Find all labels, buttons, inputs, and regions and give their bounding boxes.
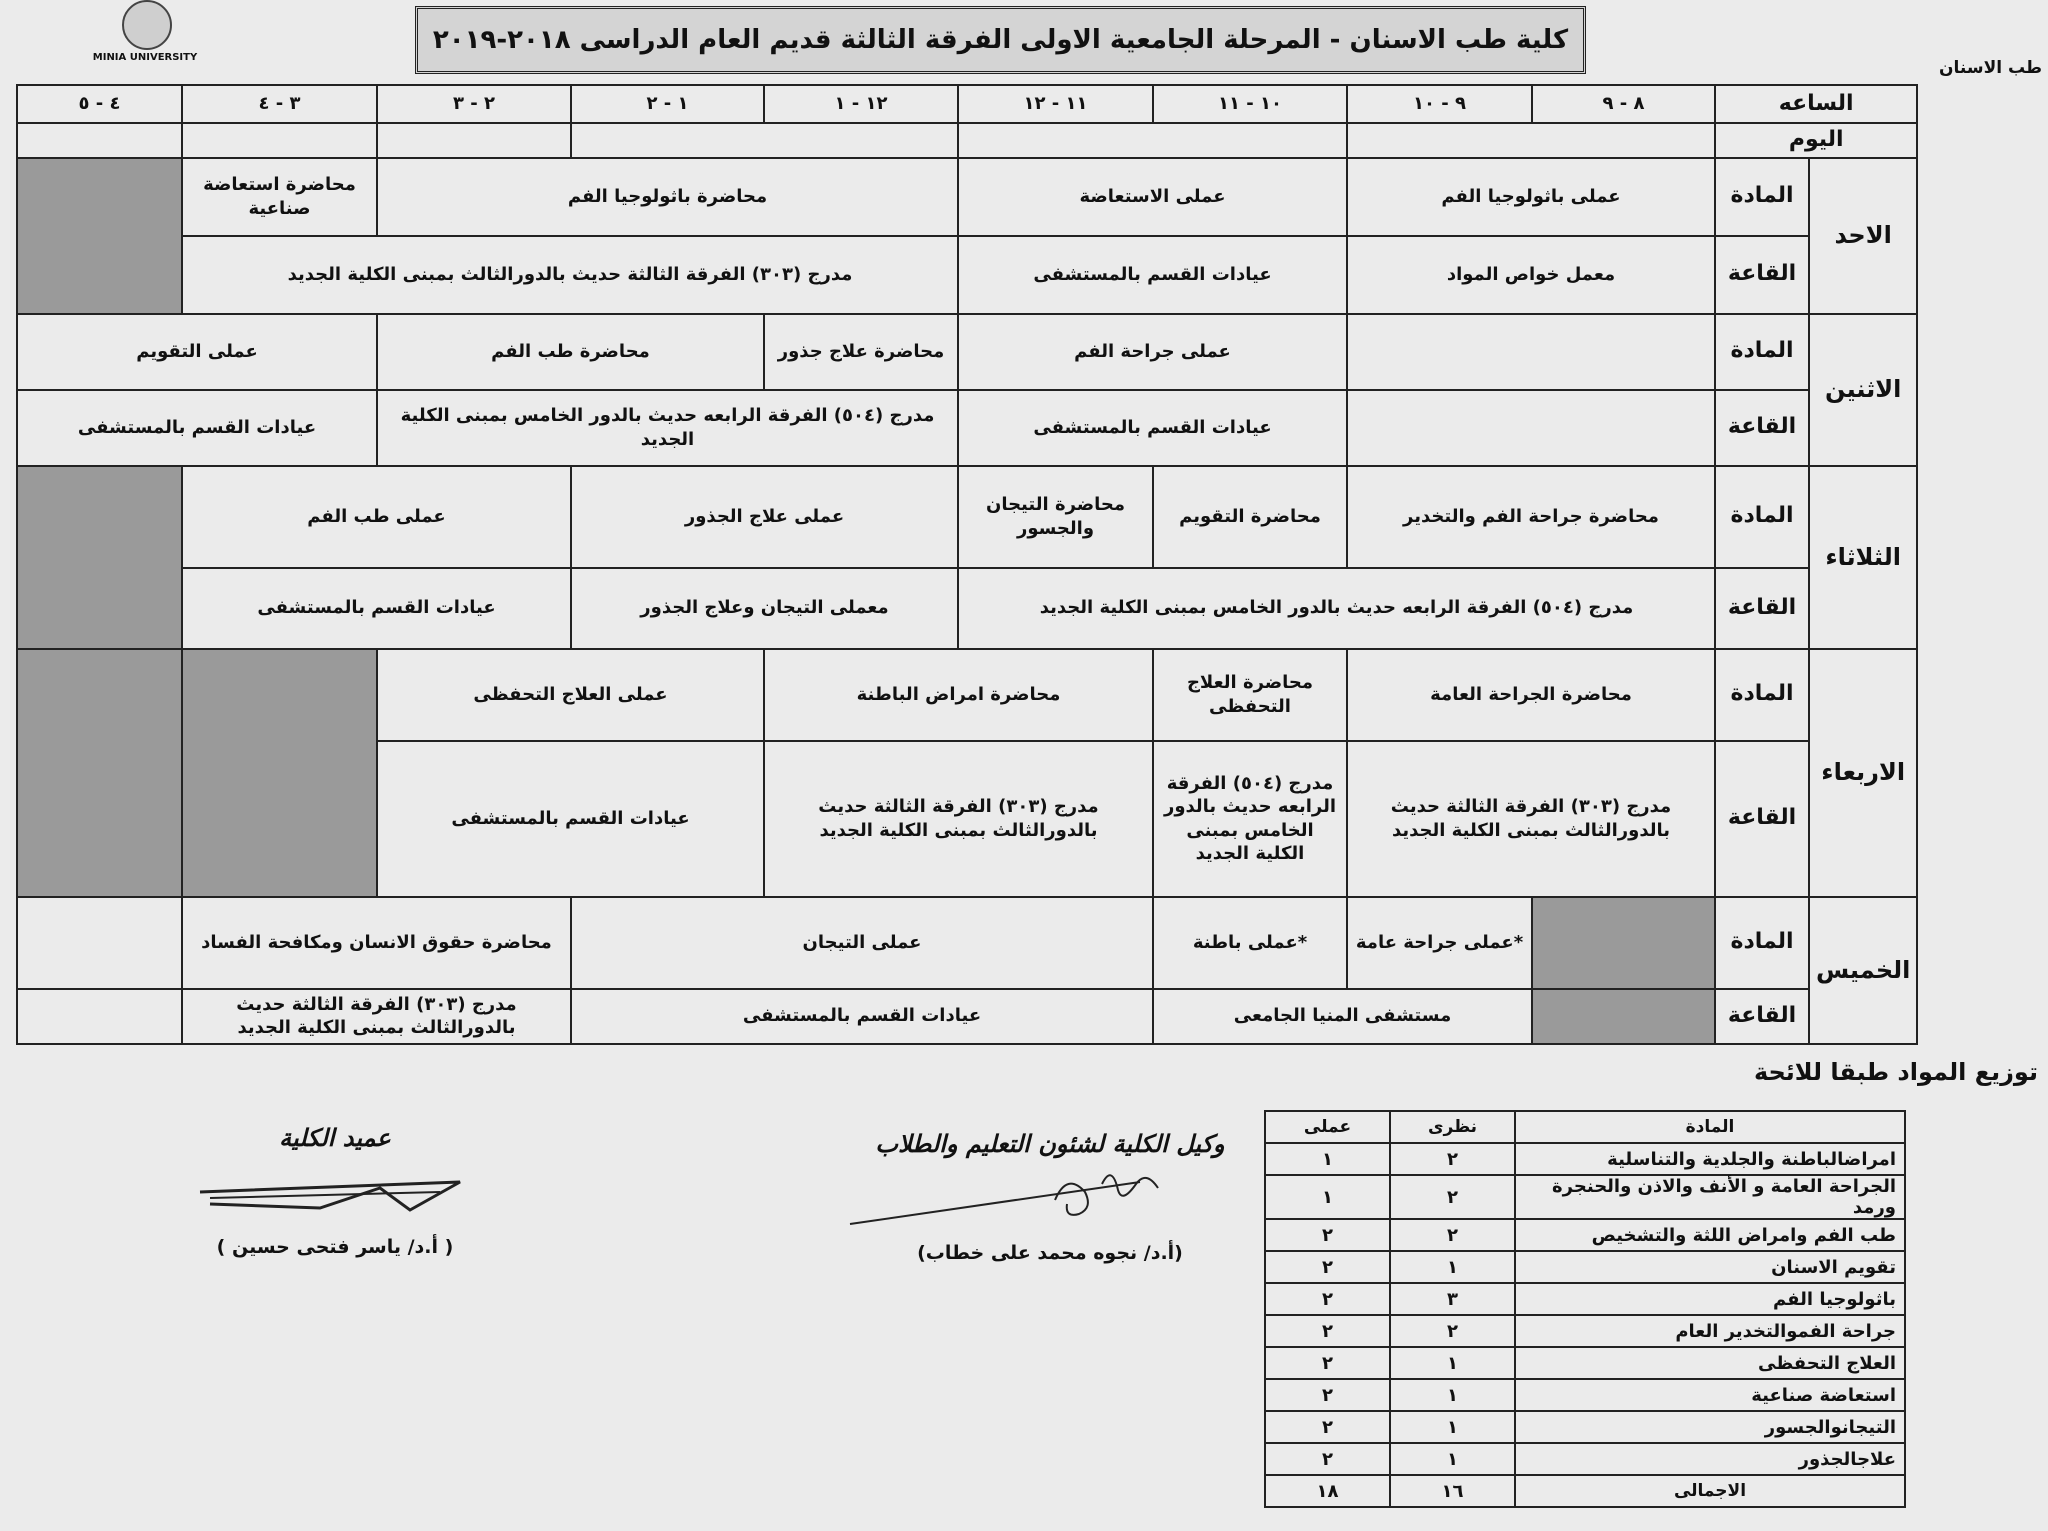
subject-label: المادة — [1715, 314, 1809, 390]
time-slot: ٩ - ١٠ — [1347, 85, 1532, 123]
schedule-cell-empty — [182, 649, 377, 897]
header-row — [17, 85, 1917, 123]
schedule-cell — [958, 123, 1347, 158]
table-row — [1265, 1411, 1905, 1443]
theory-cell: ١ — [1390, 1443, 1515, 1475]
table-row — [1265, 1175, 1905, 1219]
practical-cell: ١ — [1265, 1143, 1390, 1175]
theory-cell: ١ — [1390, 1347, 1515, 1379]
subject-cell: تقويم الاسنان — [1515, 1251, 1905, 1283]
schedule-cell: عملى العلاج التحفظى — [377, 649, 764, 741]
subject-cell: جراحة الفموالتخدير العام — [1515, 1315, 1905, 1347]
subject-cell: الجراحة العامة و الأنف والاذن والحنجرة ورمد — [1515, 1175, 1905, 1219]
subject-label: المادة — [1715, 466, 1809, 568]
schedule-cell: عملى التيجان — [571, 897, 1153, 989]
distribution-title: توزيع المواد طبقا للائحة — [1753, 1058, 2038, 1086]
theory-cell: ٣ — [1390, 1283, 1515, 1315]
schedule-cell: عيادات القسم بالمستشفى — [571, 989, 1153, 1044]
room-label: القاعة — [1715, 390, 1809, 466]
practical-header: عملى — [1265, 1111, 1390, 1143]
schedule-cell-empty — [1532, 897, 1715, 989]
schedule-cell — [1347, 390, 1715, 466]
schedule-cell: عيادات القسم بالمستشفى — [958, 390, 1347, 466]
page-title — [415, 6, 1586, 74]
university-seal-icon — [122, 0, 172, 50]
day-sunday: الاحد — [1809, 158, 1917, 314]
table-row — [1265, 1219, 1905, 1251]
practical-cell: ٢ — [1265, 1411, 1390, 1443]
room-label: القاعة — [1715, 568, 1809, 649]
schedule-cell-empty — [17, 649, 182, 897]
subject-cell: التيجانوالجسور — [1515, 1411, 1905, 1443]
day-thursday: الخميس — [1809, 897, 1917, 1044]
sunday-room-row — [17, 236, 1917, 314]
subject-cell: استعاضة صناعية — [1515, 1379, 1905, 1411]
dean-signature-icon — [170, 1152, 500, 1232]
dean-name: ( أ.د/ ياسر فتحى حسين ) — [216, 1236, 454, 1258]
time-slot: ١٢ - ١ — [764, 85, 958, 123]
time-slot: ٢ - ٣ — [377, 85, 571, 123]
total-practical: ١٨ — [1265, 1475, 1390, 1507]
room-label: القاعة — [1715, 989, 1809, 1044]
time-slot: ١ - ٢ — [571, 85, 764, 123]
theory-cell: ١ — [1390, 1379, 1515, 1411]
vice-dean-signature-block — [840, 1130, 1260, 1264]
schedule-cell: محاضرة جراحة الفم والتخدير — [1347, 466, 1715, 568]
practical-cell: ٢ — [1265, 1443, 1390, 1475]
schedule-cell: عملى علاج الجذور — [571, 466, 958, 568]
subject-cell: طب الفم وامراض اللثة والتشخيص — [1515, 1219, 1905, 1251]
day-label: اليوم — [1715, 123, 1917, 158]
schedule-cell: عملى جراحة الفم — [958, 314, 1347, 390]
wednesday-subject-row — [17, 649, 1917, 741]
table-row — [1265, 1251, 1905, 1283]
practical-cell: ١ — [1265, 1175, 1390, 1219]
schedule-cell: محاضرة حقوق الانسان ومكافحة الفساد — [182, 897, 571, 989]
schedule-cell: مدرج (٣٠٣) الفرقة الثالثة حديث بالدورالثالث بمبنى الكلية الجديد — [764, 741, 1153, 897]
theory-cell: ٢ — [1390, 1175, 1515, 1219]
table-row — [1265, 1347, 1905, 1379]
schedule-cell: مدرج (٥٠٤) الفرقة الرابعه حديث بالدور الخامس بمبنى الكلية الجديد — [1153, 741, 1347, 897]
thursday-subject-row — [17, 897, 1917, 989]
practical-cell: ٢ — [1265, 1347, 1390, 1379]
schedule-table — [16, 84, 1918, 1045]
theory-cell: ٢ — [1390, 1315, 1515, 1347]
theory-cell: ٢ — [1390, 1219, 1515, 1251]
schedule-cell: *عملى باطنة — [1153, 897, 1347, 989]
day-monday: الاثنين — [1809, 314, 1917, 466]
schedule-cell-empty — [17, 466, 182, 649]
practical-cell: ٢ — [1265, 1283, 1390, 1315]
schedule-cell: محاضرة طب الفم — [377, 314, 764, 390]
room-label: القاعة — [1715, 741, 1809, 897]
schedule-cell: معملى التيجان وعلاج الجذور — [571, 568, 958, 649]
schedule-cell: عملى طب الفم — [182, 466, 571, 568]
monday-room-row — [17, 390, 1917, 466]
schedule-cell: مدرج (٣٠٣) الفرقة الثالثة حديث بالدورالثالث بمبنى الكلية الجديد — [1347, 741, 1715, 897]
schedule-cell: عيادات القسم بالمستشفى — [377, 741, 764, 897]
practical-cell: ٢ — [1265, 1251, 1390, 1283]
subject-cell: امراضالباطنة والجلدية والتناسلية — [1515, 1143, 1905, 1175]
theory-cell: ٢ — [1390, 1143, 1515, 1175]
schedule-cell — [377, 123, 571, 158]
schedule-cell: عيادات القسم بالمستشفى — [958, 236, 1347, 314]
schedule-cell: عملى باثولوجيا الفم — [1347, 158, 1715, 236]
schedule-cell: محاضرة التيجان والجسور — [958, 466, 1153, 568]
schedule-cell — [17, 989, 182, 1044]
schedule-cell — [571, 123, 958, 158]
subject-header: المادة — [1515, 1111, 1905, 1143]
schedule-cell: عملى الاستعاضة — [958, 158, 1347, 236]
room-label: القاعة — [1715, 236, 1809, 314]
subject-cell: علاجالجذور — [1515, 1443, 1905, 1475]
time-slot: ٨ - ٩ — [1532, 85, 1715, 123]
university-logo — [80, 0, 210, 70]
schedule-cell: محاضرة استعاضة صناعية — [182, 158, 377, 236]
page-title-text: كلية طب الاسنان - المرحلة الجامعية الاولى الفرقة الثالثة قديم العام الدراسى ٢٠١٨-٢٠١٩ — [432, 25, 1569, 55]
schedule-cell — [1347, 314, 1715, 390]
monday-subject-row — [17, 314, 1917, 390]
subject-cell: العلاج التحفظى — [1515, 1347, 1905, 1379]
total-row — [1265, 1475, 1905, 1507]
time-slot: ٣ - ٤ — [182, 85, 377, 123]
schedule-cell — [17, 897, 182, 989]
table-row — [1265, 1283, 1905, 1315]
distribution-header-row — [1265, 1111, 1905, 1143]
day-tuesday: الثلاثاء — [1809, 466, 1917, 649]
day-wednesday: الاربعاء — [1809, 649, 1917, 897]
schedule-cell — [182, 123, 377, 158]
vice-dean-signature-icon — [840, 1158, 1260, 1238]
day-label-row — [17, 123, 1917, 158]
theory-cell: ١ — [1390, 1251, 1515, 1283]
schedule-cell: عيادات القسم بالمستشفى — [182, 568, 571, 649]
sunday-subject-row — [17, 158, 1917, 236]
schedule-cell — [1347, 123, 1715, 158]
schedule-cell: عيادات القسم بالمستشفى — [17, 390, 377, 466]
schedule-cell: محاضرة باثولوجيا الفم — [377, 158, 958, 236]
schedule-cell: مدرج (٣٠٣) الفرقة الثالثة حديث بالدورالثالث بمبنى الكلية الجديد — [182, 236, 958, 314]
time-slot: ٤ - ٥ — [17, 85, 182, 123]
table-row — [1265, 1443, 1905, 1475]
hour-label: الساعه — [1715, 85, 1917, 123]
subject-label: المادة — [1715, 649, 1809, 741]
thursday-room-row — [17, 989, 1917, 1044]
table-row — [1265, 1315, 1905, 1347]
time-slot: ١١ - ١٢ — [958, 85, 1153, 123]
subject-cell: باثولوجيا الفم — [1515, 1283, 1905, 1315]
dean-signature-block — [170, 1124, 500, 1258]
schedule-cell-empty — [17, 158, 182, 314]
tuesday-subject-row — [17, 466, 1917, 568]
schedule-cell: محاضرة علاج جذور — [764, 314, 958, 390]
table-row — [1265, 1143, 1905, 1175]
practical-cell: ٢ — [1265, 1379, 1390, 1411]
schedule-cell: عملى التقويم — [17, 314, 377, 390]
practical-cell: ٢ — [1265, 1219, 1390, 1251]
schedule-cell-empty — [1532, 989, 1715, 1044]
vice-dean-title: وكيل الكلية لشئون التعليم والطلاب — [875, 1130, 1225, 1158]
corner-label: طب الاسنان — [1939, 58, 2042, 78]
schedule-cell: محاضرة التقويم — [1153, 466, 1347, 568]
schedule-cell: محاضرة العلاج التحفظى — [1153, 649, 1347, 741]
schedule-cell: *عملى جراحة عامة — [1347, 897, 1532, 989]
schedule-cell: مدرج (٣٠٣) الفرقة الثالثة حديث بالدورالثالث بمبنى الكلية الجديد — [182, 989, 571, 1044]
theory-cell: ١ — [1390, 1411, 1515, 1443]
schedule-cell — [17, 123, 182, 158]
schedule-cell: مستشفى المنيا الجامعى — [1153, 989, 1532, 1044]
tuesday-room-row — [17, 568, 1917, 649]
theory-header: نظرى — [1390, 1111, 1515, 1143]
practical-cell: ٢ — [1265, 1315, 1390, 1347]
vice-dean-name: (أ.د/ نجوه محمد على خطاب) — [917, 1242, 1183, 1264]
total-label: الاجمالى — [1515, 1475, 1905, 1507]
schedule-cell: مدرج (٥٠٤) الفرقة الرابعه حديث بالدور الخامس بمبنى الكلية الجديد — [958, 568, 1715, 649]
time-slot: ١٠ - ١١ — [1153, 85, 1347, 123]
subject-label: المادة — [1715, 158, 1809, 236]
dean-title: عميد الكلية — [279, 1124, 391, 1152]
subject-label: المادة — [1715, 897, 1809, 989]
schedule-cell: محاضرة امراض الباطنة — [764, 649, 1153, 741]
total-theory: ١٦ — [1390, 1475, 1515, 1507]
schedule-cell: معمل خواص المواد — [1347, 236, 1715, 314]
schedule-cell: محاضرة الجراحة العامة — [1347, 649, 1715, 741]
university-name: MINIA UNIVERSITY — [92, 52, 198, 63]
distribution-table — [1264, 1110, 1906, 1508]
schedule-cell: مدرج (٥٠٤) الفرقة الرابعه حديث بالدور الخامس بمبنى الكلية الجديد — [377, 390, 958, 466]
table-row — [1265, 1379, 1905, 1411]
